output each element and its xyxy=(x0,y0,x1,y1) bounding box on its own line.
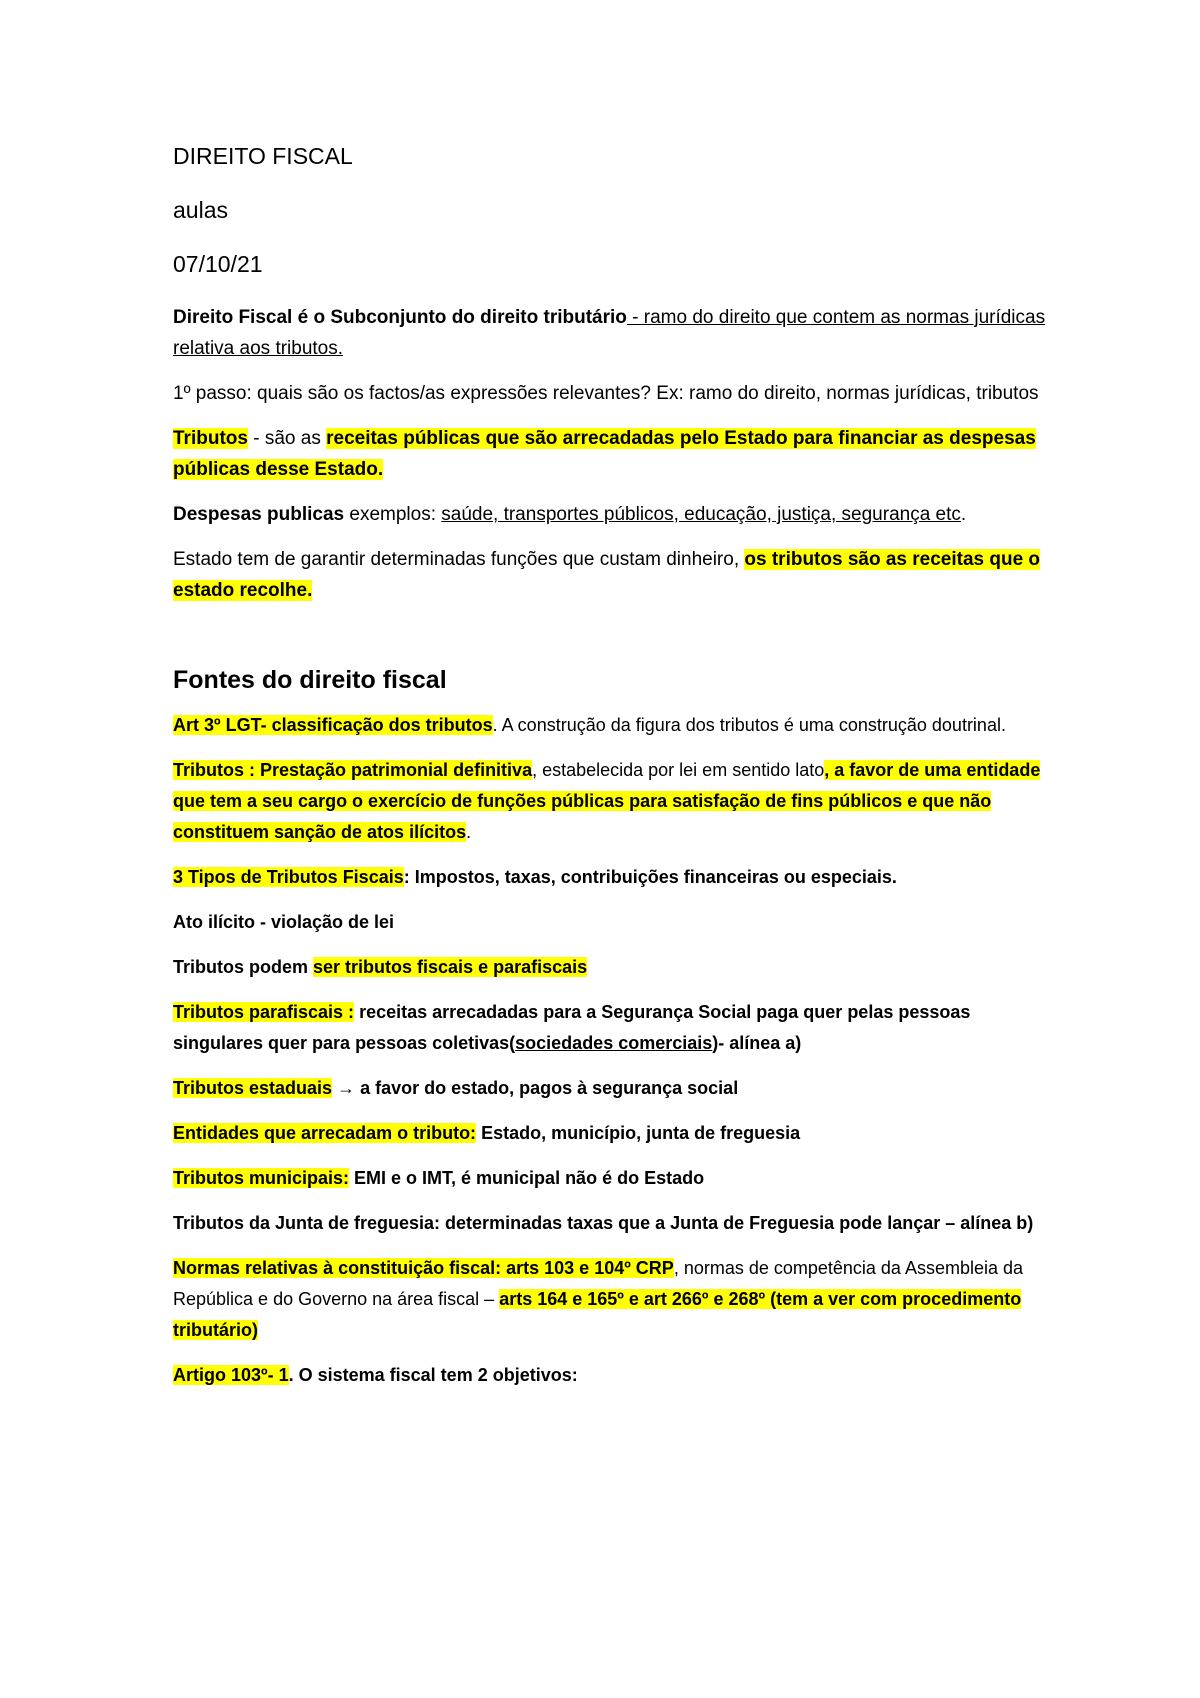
paragraph-first-step xyxy=(173,378,1053,409)
tributos-podem-highlight: ser tributos fiscais e parafiscais xyxy=(313,957,588,977)
ato-ilicito-text: Ato ilícito - violação de lei xyxy=(173,912,395,932)
paragraph-normas xyxy=(173,1253,1053,1346)
estado-highlight: os tributos são as receitas que o estado recolhe. xyxy=(173,549,1041,601)
normas-text: , normas de competência da Assembleia da República e do Governo na área fiscal – xyxy=(173,1258,1024,1309)
despesas-examples: saúde, transportes públicos, educação, justiça, segurança etc xyxy=(441,504,961,525)
section-fontes xyxy=(173,710,1053,1391)
paragraph-ato-ilicito xyxy=(173,907,1053,938)
paragraph-tipos xyxy=(173,862,1053,893)
tributos-def-text: , estabelecida por lei em sentido lato xyxy=(532,760,825,780)
document-body xyxy=(173,140,1053,1405)
section-heading: Fontes do direito fiscal xyxy=(173,666,447,694)
tributos-def-highlight: Tributos : Prestação patrimonial definitiva xyxy=(173,760,533,780)
tributos-def-highlight-2: , a favor de uma entidade que tem a seu cargo o exercício de funções públicas para satisfação de fins públicos e que não constituem sanção de atos ilícitos xyxy=(173,760,1041,842)
municipais-text: EMI e o IMT, é municipal não é do Estado xyxy=(349,1168,705,1188)
definition-underlined: - ramo do direito que contem as normas jurídicas relativa aos tributos. xyxy=(173,307,1046,359)
municipais-highlight: Tributos municipais: xyxy=(173,1168,350,1188)
paragraph-parafiscais xyxy=(173,997,1053,1059)
tributos-highlight: receitas públicas que são arrecadadas pelo Estado para financiar as despesas públicas desse Estado. xyxy=(173,428,1036,480)
paragraph-entidades xyxy=(173,1118,1053,1149)
estaduais-text: a favor do estado, pagos à segurança social xyxy=(360,1078,739,1098)
tributos-def-period: . xyxy=(466,822,472,842)
parafiscais-highlight: Tributos parafiscais : xyxy=(173,1002,355,1022)
document-title: DIREITO FISCAL xyxy=(173,143,353,169)
tipos-highlight: 3 Tipos de Tributos Fiscais xyxy=(173,867,404,887)
paragraph-despesas xyxy=(173,499,1053,530)
tipos-text: : Impostos, taxas, contribuições financeiras ou especiais. xyxy=(403,867,897,887)
tributos-term: Tributos xyxy=(173,428,248,449)
tributos-podem-text: Tributos podem xyxy=(173,957,314,977)
art3-text: . A construção da figura dos tributos é uma construção doutrinal. xyxy=(492,715,1006,735)
paragraph-junta xyxy=(173,1208,1053,1239)
estado-text: Estado tem de garantir determinadas funções que custam dinheiro, xyxy=(173,549,745,570)
paragraph-municipais xyxy=(173,1163,1053,1194)
normas-highlight-2: arts 164 e 165º e art 266º e 268º (tem a ver com procedimento tributário) xyxy=(173,1289,1022,1340)
definition-text: Direito Fiscal é o Subconjunto do direito tributário xyxy=(173,307,627,328)
first-step-text: 1º passo: quais são os factos/as expressões relevantes? Ex: ramo do direito, normas jurídicas, tributos xyxy=(173,383,1039,404)
artigo103-highlight: Artigo 103º- 1 xyxy=(173,1365,289,1385)
junta-text: Tributos da Junta de freguesia: determinadas taxas que a Junta de Freguesia pode lançar – alínea b) xyxy=(173,1213,1034,1233)
despesas-term: Despesas publicas xyxy=(173,504,345,525)
artigo103-text: . O sistema fiscal tem 2 objetivos: xyxy=(288,1365,578,1385)
paragraph-tributos-def xyxy=(173,755,1053,848)
entidades-text: Estado, município, junta de freguesia xyxy=(476,1123,801,1143)
paragraph-artigo103 xyxy=(173,1360,1053,1391)
despesas-connector: exemplos: xyxy=(344,504,442,525)
paragraph-tributos xyxy=(173,423,1053,485)
paragraph-estado xyxy=(173,544,1053,606)
paragraph-tributos-podem xyxy=(173,952,1053,983)
parafiscais-underlined: sociedades comerciais xyxy=(515,1033,713,1053)
paragraph-definition xyxy=(173,302,1053,364)
art3-highlight: Art 3º LGT- classificação dos tributos xyxy=(173,715,493,735)
document-date: 07/10/21 xyxy=(173,251,263,277)
entidades-highlight: Entidades que arrecadam o tributo: xyxy=(173,1123,477,1143)
paragraph-estaduais xyxy=(173,1073,1053,1104)
estaduais-highlight: Tributos estaduais xyxy=(173,1078,333,1098)
normas-highlight: Normas relativas à constituição fiscal: arts 103 e 104º CRP xyxy=(173,1258,674,1278)
tributos-connector: - são as xyxy=(247,428,327,449)
arrow-right-icon: → xyxy=(332,1078,361,1098)
despesas-period: . xyxy=(960,504,967,525)
document-subtitle: aulas xyxy=(173,197,228,223)
parafiscais-end: )- alínea a) xyxy=(712,1033,802,1053)
paragraph-art3 xyxy=(173,710,1053,741)
parafiscais-text: receitas arrecadadas para a Segurança Social paga quer pelas pessoas singulares quer para pessoas coletivas( xyxy=(173,1002,971,1053)
